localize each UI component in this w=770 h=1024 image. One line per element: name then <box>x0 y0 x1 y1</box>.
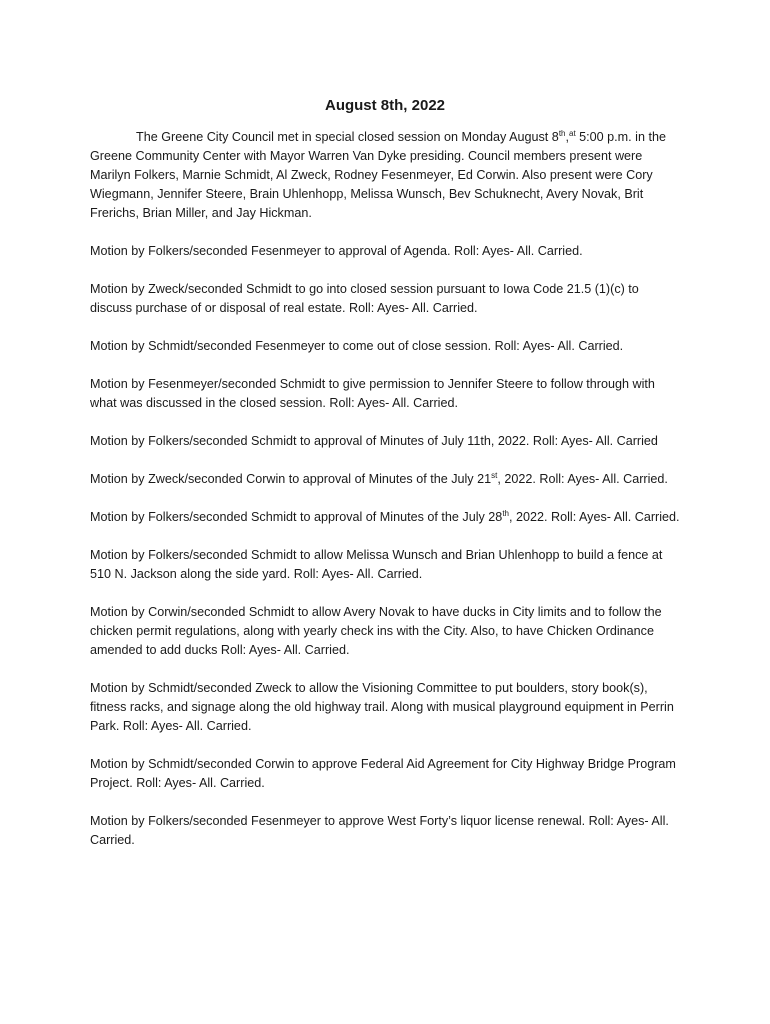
motion-paragraph: Motion by Folkers/seconded Schmidt to approval of Minutes of July 11th, 2022. Roll: Ayes- All. Carried <box>90 434 658 448</box>
intro-text-1: The Greene City Council met in special closed session on Monday August 8 <box>136 130 559 144</box>
motion-paragraph: Motion by Schmidt/seconded Zweck to allow the Visioning Committee to put boulders, story book(s), fitness racks, and signage along the old highway trail. Along with musical playground equipment in Perrin Park. Roll: Ayes- All. Carried. <box>90 681 674 733</box>
motion-paragraph: Motion by Folkers/seconded Schmidt to allow Melissa Wunsch and Brian Uhlenhopp to build a fence at 510 N. Jackson along the side yard. Roll: Ayes- All. Carried. <box>90 548 663 581</box>
intro-superscript-at: at <box>569 128 576 138</box>
motion-paragraph: Motion by Zweck/seconded Schmidt to go into closed session pursuant to Iowa Code 21.5 (1)(c) to discuss purchase of or disposal of real estate. Roll: Ayes- All. Carried. <box>90 282 639 315</box>
motion-superscript: th <box>502 508 509 518</box>
document-title: August 8th, 2022 <box>324 97 446 114</box>
motion-paragraph: Motion by Schmidt/seconded Fesenmeyer to come out of close session. Roll: Ayes- All. Carried. <box>90 339 624 353</box>
motion-text-before: Motion by Folkers/seconded Schmidt to approval of Minutes of the July 28 <box>90 510 503 524</box>
motion-paragraph-july21 <box>90 470 680 489</box>
motion-paragraph: Motion by Folkers/seconded Fesenmeyer to approval of Agenda. Roll: Ayes- All. Carried. <box>90 244 583 258</box>
intro-text-2: , <box>565 130 569 144</box>
intro-superscript-th: th <box>558 128 566 138</box>
motion-text-after: , 2022. Roll: Ayes- All. Carried. <box>497 472 668 486</box>
motion-superscript: st <box>491 470 498 480</box>
motion-paragraph-july28 <box>90 508 680 527</box>
document-body <box>90 128 680 869</box>
motion-paragraph: Motion by Corwin/seconded Schmidt to allow Avery Novak to have ducks in City limits and to follow the chicken permit regulations, along with yearly check ins with the City. Also, to have Chicken Ordinance amended to add ducks Roll: Ayes- All. Carried. <box>90 605 662 657</box>
motion-paragraph: Motion by Schmidt/seconded Corwin to approve Federal Aid Agreement for City Highway Bridge Program Project. Roll: Ayes- All. Carried. <box>90 757 676 790</box>
motion-paragraph: Motion by Folkers/seconded Fesenmeyer to approve West Forty’s liquor license renewal. Roll: Ayes- All. Carried. <box>90 814 669 847</box>
motion-text-after: , 2022. Roll: Ayes- All. Carried. <box>508 510 680 524</box>
motion-paragraph: Motion by Fesenmeyer/seconded Schmidt to give permission to Jennifer Steere to follow through with what was discussed in the closed session. Roll: Ayes- All. Carried. <box>90 377 655 410</box>
intro-text-3: 5:00 p.m. in the Greene Community Center with Mayor Warren Van Dyke presiding. Council members present were Marilyn Folkers, Marnie Schmidt, Al Zweck, Rodney Fesenmeyer, Ed Corwin. Also present were Cory Wiegmann, Jennifer Steere, Brain Uhlenhopp, Melissa Wunsch, Bev Schuknecht, Avery Novak, Brit Frerichs, Brian Miller, and Jay Hickman. <box>90 130 666 220</box>
motion-text-before: Motion by Zweck/seconded Corwin to approval of Minutes of the July 21 <box>90 472 492 486</box>
intro-paragraph <box>90 128 680 223</box>
